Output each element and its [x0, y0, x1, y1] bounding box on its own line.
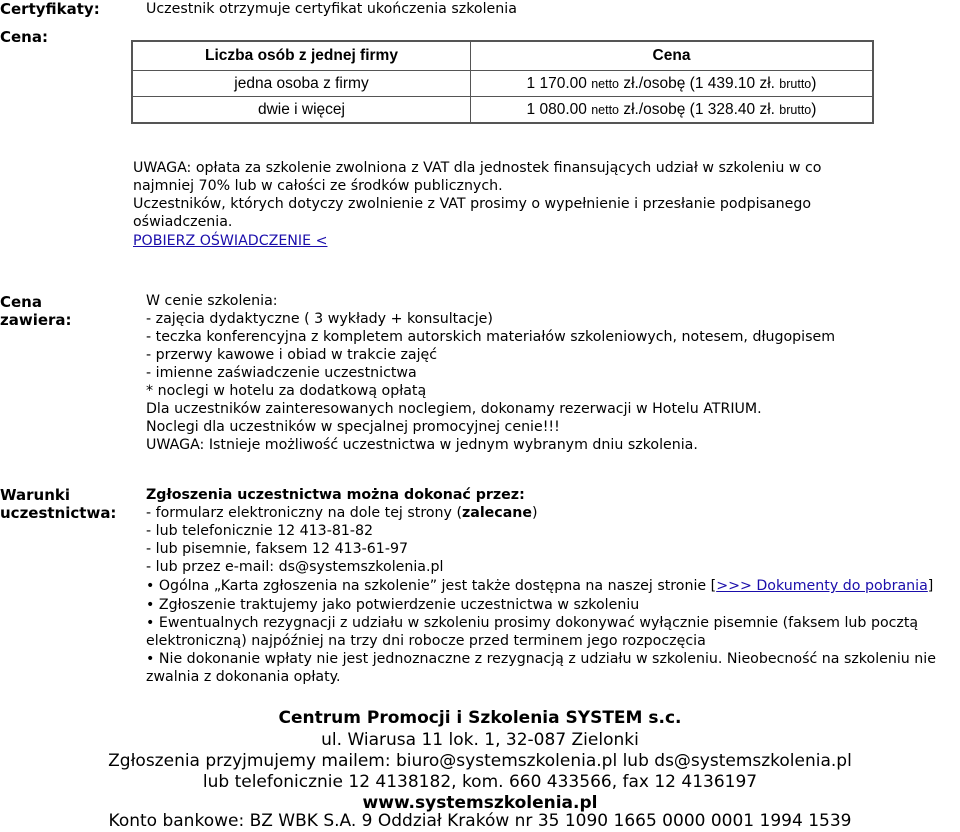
gross-word: brutto — [779, 102, 812, 117]
price-cell — [471, 97, 874, 124]
close-paren: ) — [811, 100, 817, 118]
contact-line: - lub telefonicznie 12 413-81-82 — [146, 523, 374, 539]
bullet-text: Zgłoszenie traktujemy jako potwierdzenie uczestnictwa w szkoleniu — [158, 597, 640, 613]
bullet-text: Ewentualnych rezygnacji z udziału w szkoleniu prosimy dokonywać wyłącznie pisemnie (faksem lub pocztą — [158, 615, 919, 631]
bullet-item — [146, 577, 933, 595]
per-person: zł./osobę (1 439.10 zł. — [623, 74, 775, 92]
footer-address: ul. Wiarusa 11 lok. 1, 32-087 Zielonki — [321, 730, 639, 750]
participants-cell: dwie i więcej — [132, 97, 471, 124]
zawiera-label-2: zawiera: — [0, 311, 72, 329]
vat-note-line-2: najmniej 70% lub w całości ze środków publicznych. — [133, 178, 503, 194]
includes-line: UWAGA: Istnieje możliwość uczestnictwa w jednym wybranym dniu szkolenia. — [146, 437, 698, 453]
includes-line: Noclegi dla uczestników w specjalnej promocyjnej cenie!!! — [146, 419, 560, 435]
bullet-text: Nie dokonanie wpłaty nie jest jednoznaczne z rezygnacją z udziału w szkoleniu. Nieobecność na szkoleniu nie — [158, 651, 936, 667]
price-table — [131, 40, 874, 124]
net-word: netto — [591, 102, 620, 117]
includes-line: - przerwy kawowe i obiad w trakcie zajęć — [146, 347, 438, 363]
bullet-item — [146, 614, 918, 632]
bullet-continuation: zwalnia z dokonania opłaty. — [146, 669, 341, 685]
bullet-icon: • — [146, 597, 155, 613]
includes-line: - zajęcia dydaktyczne ( 3 wykłady + konsultacje) — [146, 311, 493, 327]
footer-mail-line: Zgłoszenia przyjmujemy mailem: biuro@systemszkolenia.pl lub ds@systemszkolenia.pl — [108, 751, 852, 771]
footer-company: Centrum Promocji i Szkolenia SYSTEM s.c. — [278, 708, 682, 728]
net-price: 1 170.00 — [526, 74, 587, 92]
includes-line: - imienne zaświadczenie uczestnictwa — [146, 365, 417, 381]
bullet-text: Ogólna „Karta zgłoszenia na szkolenie” jest także dostępna na naszej stronie [ — [158, 578, 717, 594]
header-price: Cena — [471, 41, 874, 71]
bullet-icon: • — [146, 578, 155, 594]
footer-website[interactable]: www.systemszkolenia.pl — [362, 793, 598, 813]
price-table-header-row — [132, 41, 873, 71]
footer-bank: Konto bankowe: BZ WBK S.A. 9 Oddział Kraków nr 35 1090 1665 0000 0001 1994 1539 — [108, 811, 852, 831]
includes-line: - teczka konferencyjna z kompletem autorskich materiałów szkoleniowych, notesem, długopisem — [146, 329, 836, 345]
recommended-label: zalecane — [461, 505, 533, 521]
cena-label: Cena: — [0, 28, 48, 46]
bullet-item — [146, 650, 936, 668]
bullet-text-end: ] — [927, 578, 934, 594]
participants-cell: jedna osoba z firmy — [132, 71, 471, 97]
documents-download-link[interactable]: >>> Dokumenty do pobrania — [716, 578, 928, 594]
close-paren: ) — [811, 74, 817, 92]
registration-heading: Zgłoszenia uczestnictwa można dokonać przez: — [146, 487, 525, 503]
vat-note-line-3: Uczestników, których dotyczy zwolnienie z VAT prosimy o wypełnienie i przesłanie podpisanego — [133, 196, 812, 212]
per-person: zł./osobę (1 328.40 zł. — [623, 100, 775, 118]
certyfikaty-text: Uczestnik otrzymuje certyfikat ukończenia szkolenia — [146, 1, 517, 17]
download-declaration-link[interactable]: POBIERZ OŚWIADCZENIE < — [133, 233, 328, 249]
bullet-item — [146, 596, 639, 614]
warunki-label-1: Warunki — [0, 486, 71, 504]
includes-line: W cenie szkolenia: — [146, 293, 278, 309]
contact-line: - lub przez e-mail: ds@systemszkolenia.pl — [146, 559, 444, 575]
includes-line: Dla uczestników zainteresowanych noclegiem, dokonamy rezerwacji w Hotelu ATRIUM. — [146, 401, 762, 417]
bullet-icon: • — [146, 651, 155, 667]
footer-phone-line: lub telefonicznie 12 4138182, kom. 660 433566, fax 12 4136197 — [202, 772, 758, 792]
certyfikaty-label: Certyfikaty: — [0, 0, 100, 18]
contact-line: - lub pisemnie, faksem 12 413-61-97 — [146, 541, 408, 557]
bullet-icon: • — [146, 615, 155, 631]
net-word: netto — [591, 76, 620, 91]
bullet-continuation: elektroniczną) najpóźniej na trzy dni robocze przed terminem jego rozpoczęcia — [146, 633, 706, 649]
includes-line: * noclegi w hotelu za dodatkową opłatą — [146, 383, 427, 399]
net-price: 1 080.00 — [526, 100, 587, 118]
online-post: ) — [532, 505, 538, 521]
online-pre: - formularz elektroniczny na dole tej strony ( — [146, 505, 462, 521]
zawiera-label-1: Cena — [0, 293, 42, 311]
vat-note-line-1: UWAGA: opłata za szkolenie zwolniona z VAT dla jednostek finansujących udział w szkoleniu w co — [133, 160, 822, 176]
price-cell — [471, 71, 874, 97]
header-participants: Liczba osób z jednej firmy — [132, 41, 471, 71]
vat-note-line-4: oświadczenia. — [133, 214, 233, 230]
warunki-label-2: uczestnictwa: — [0, 504, 117, 522]
table-row — [132, 71, 873, 97]
table-row — [132, 97, 873, 124]
gross-word: brutto — [779, 76, 812, 91]
online-form-line — [146, 504, 538, 522]
